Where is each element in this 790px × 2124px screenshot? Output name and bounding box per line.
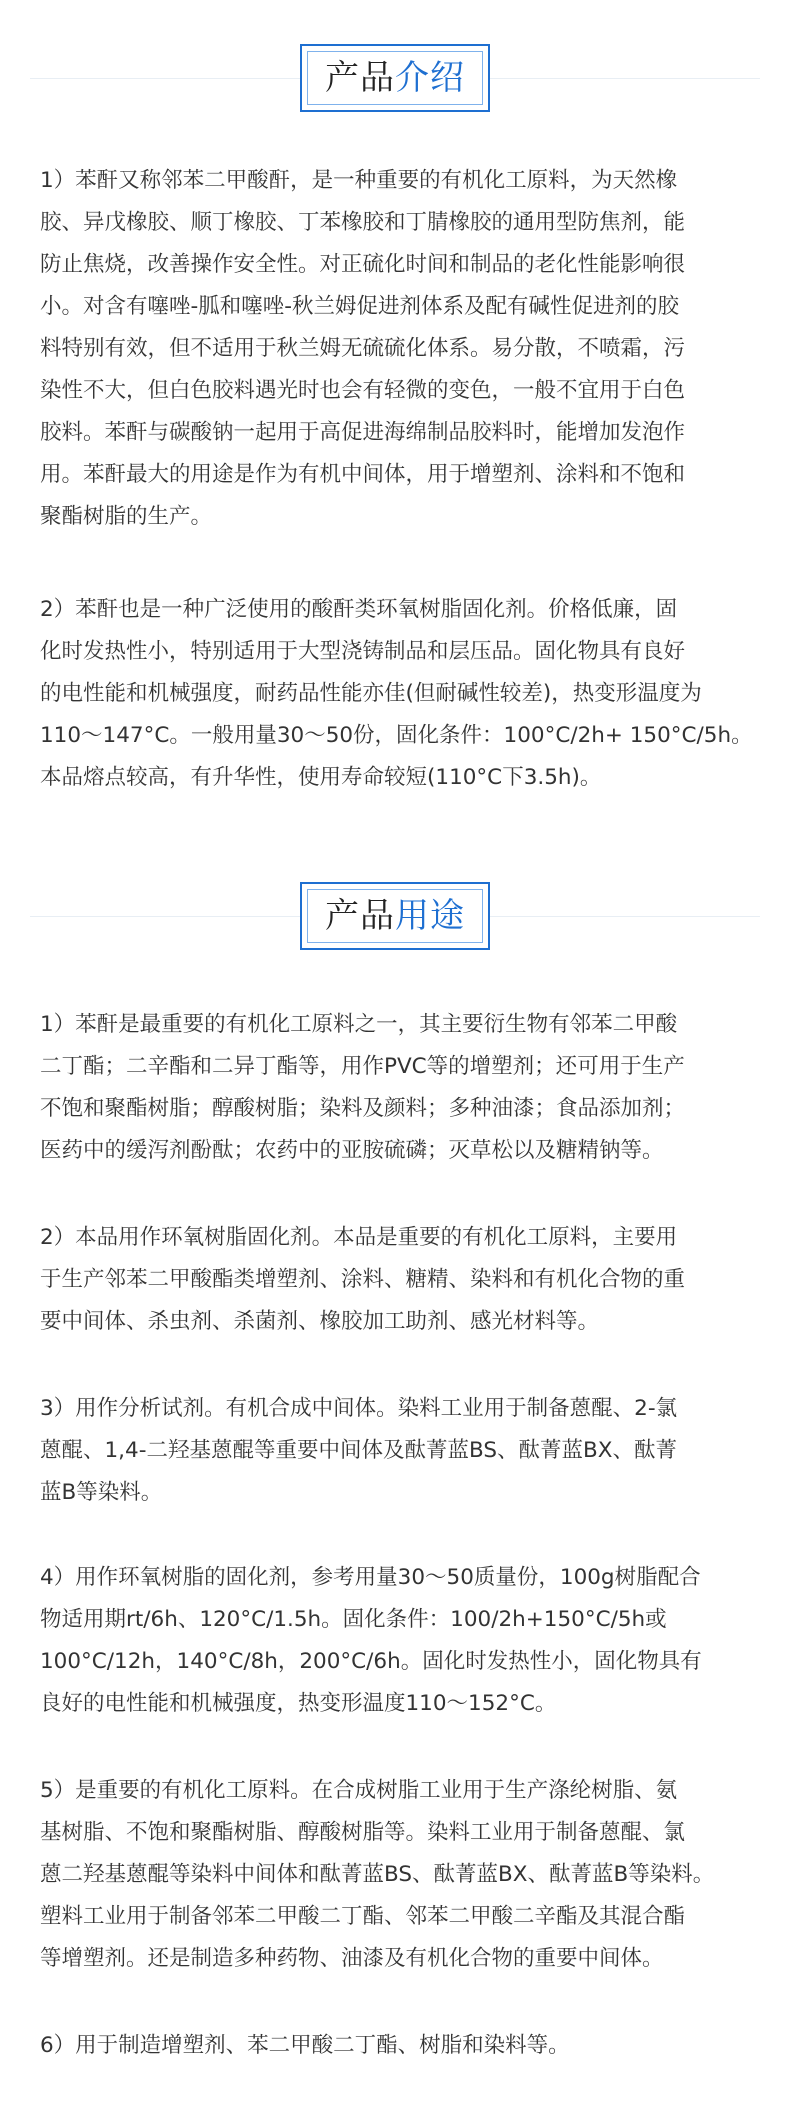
section-title-box — [300, 44, 490, 112]
text-line: 6）用于制造增塑剂、苯二甲酸二丁酯、树脂和染料等。 — [40, 2033, 570, 2058]
text-line: 1）苯酐是最重要的有机化工原料之一，其主要衍生物有邻苯二甲酸 — [40, 1012, 678, 1037]
section-header-intro — [0, 44, 790, 114]
text-line: 防止焦烧，改善操作安全性。对正硫化时间和制品的老化性能影响很 — [40, 252, 686, 277]
paragraph — [40, 2025, 775, 2067]
text-line: 不饱和聚酯树脂；醇酸树脂；染料及颜料；多种油漆；食品添加剂； — [40, 1096, 686, 1121]
text-line: 物适用期rt/6h、120°C/1.5h。固化条件：100/2h+150°C/5h或 — [40, 1607, 667, 1632]
text-line: 良好的电性能和机械强度，热变形温度110～152°C。 — [40, 1691, 557, 1716]
text-line: 110～147°C。一般用量30～50份，固化条件：100°C/2h+ 150°C/5h。 — [40, 723, 753, 748]
text-line: 于生产邻苯二甲酸酯类增塑剂、涂料、糖精、染料和有机化合物的重 — [40, 1267, 686, 1292]
paragraph — [40, 1388, 775, 1514]
text-line: 染性不大，但白色胶料遇光时也会有轻微的变色，一般不宜用于白色 — [40, 378, 686, 403]
text-line: 医药中的缓泻剂酚酞；农药中的亚胺硫磷；灭草松以及糖精钠等。 — [40, 1138, 664, 1163]
section-title — [307, 51, 483, 105]
text-line: 100°C/12h，140°C/8h，200°C/6h。固化时发热性小，固化物具有 — [40, 1649, 702, 1674]
text-line: 聚酯树脂的生产。 — [40, 504, 213, 529]
text-line: 1）苯酐又称邻苯二甲酸酐，是一种重要的有机化工原料，为天然橡 — [40, 168, 678, 193]
text-line: 蒽醌、1,4-二羟基蒽醌等重要中间体及酞菁蓝BS、酞菁蓝BX、酞菁 — [40, 1438, 677, 1463]
section-title-dark: 产品 — [325, 896, 395, 936]
text-line: 2）苯酐也是一种广泛使用的酸酐类环氧树脂固化剂。价格低廉，固 — [40, 597, 678, 622]
paragraph — [40, 1004, 775, 1172]
section-title-accent: 用途 — [395, 896, 465, 936]
section-title-dark: 产品 — [325, 58, 395, 98]
section-content-uses-4 — [40, 1557, 775, 1725]
text-line: 用。苯酐最大的用途是作为有机中间体，用于增塑剂、涂料和不饱和 — [40, 462, 686, 487]
section-title-accent: 介绍 — [395, 58, 465, 98]
section-content-uses-1 — [40, 1004, 775, 1172]
text-line: 的电性能和机械强度，耐药品性能亦佳(但耐碱性较差)，热变形温度为 — [40, 681, 702, 706]
text-line: 料特别有效，但不适用于秋兰姆无硫硫化体系。易分散，不喷霜，污 — [40, 336, 686, 361]
text-line: 2）本品用作环氧树脂固化剂。本品是重要的有机化工原料，主要用 — [40, 1225, 678, 1250]
section-content-intro-2 — [40, 589, 775, 799]
text-line: 5）是重要的有机化工原料。在合成树脂工业用于生产涤纶树脂、氨 — [40, 1778, 678, 1803]
section-content-uses-3 — [40, 1388, 775, 1514]
text-line: 基树脂、不饱和聚酯树脂、醇酸树脂等。染料工业用于制备蒽醌、氯 — [40, 1820, 686, 1845]
section-content-uses-6 — [40, 2025, 775, 2067]
text-line: 胶、异戊橡胶、顺丁橡胶、丁苯橡胶和丁腈橡胶的通用型防焦剂，能 — [40, 210, 686, 235]
paragraph — [40, 1217, 775, 1343]
text-line: 小。对含有噻唑-胍和噻唑-秋兰姆促进剂体系及配有碱性促进剂的胶 — [40, 294, 680, 319]
section-content-intro — [40, 160, 775, 538]
section-content-uses-5 — [40, 1770, 775, 1980]
text-line: 胶料。苯酐与碳酸钠一起用于高促进海绵制品胶料时，能增加发泡作 — [40, 420, 686, 445]
paragraph — [40, 160, 775, 538]
text-line: 塑料工业用于制备邻苯二甲酸二丁酯、邻苯二甲酸二辛酯及其混合酯 — [40, 1904, 686, 1929]
text-line: 蒽二羟基蒽醌等染料中间体和酞菁蓝BS、酞菁蓝BX、酞菁蓝B等染料。 — [40, 1862, 715, 1887]
text-line: 本品熔点较高，有升华性，使用寿命较短(110°C下3.5h)。 — [40, 765, 602, 790]
text-line: 化时发热性小，特别适用于大型浇铸制品和层压品。固化物具有良好 — [40, 639, 686, 664]
paragraph — [40, 589, 775, 799]
section-content-uses-2 — [40, 1217, 775, 1343]
paragraph — [40, 1557, 775, 1725]
text-line: 4）用作环氧树脂的固化剂，参考用量30～50质量份，100g树脂配合 — [40, 1565, 701, 1590]
paragraph — [40, 1770, 775, 1980]
text-line: 二丁酯；二辛酯和二异丁酯等，用作PVC等的增塑剂；还可用于生产 — [40, 1054, 685, 1079]
text-line: 等增塑剂。还是制造多种药物、油漆及有机化合物的重要中间体。 — [40, 1946, 664, 1971]
text-line: 要中间体、杀虫剂、杀菌剂、橡胶加工助剂、感光材料等。 — [40, 1309, 600, 1334]
text-line: 蓝B等染料。 — [40, 1480, 163, 1505]
section-header-uses — [0, 882, 790, 952]
section-title — [307, 889, 483, 943]
text-line: 3）用作分析试剂。有机合成中间体。染料工业用于制备蒽醌、2-氯 — [40, 1396, 678, 1421]
section-title-box — [300, 882, 490, 950]
